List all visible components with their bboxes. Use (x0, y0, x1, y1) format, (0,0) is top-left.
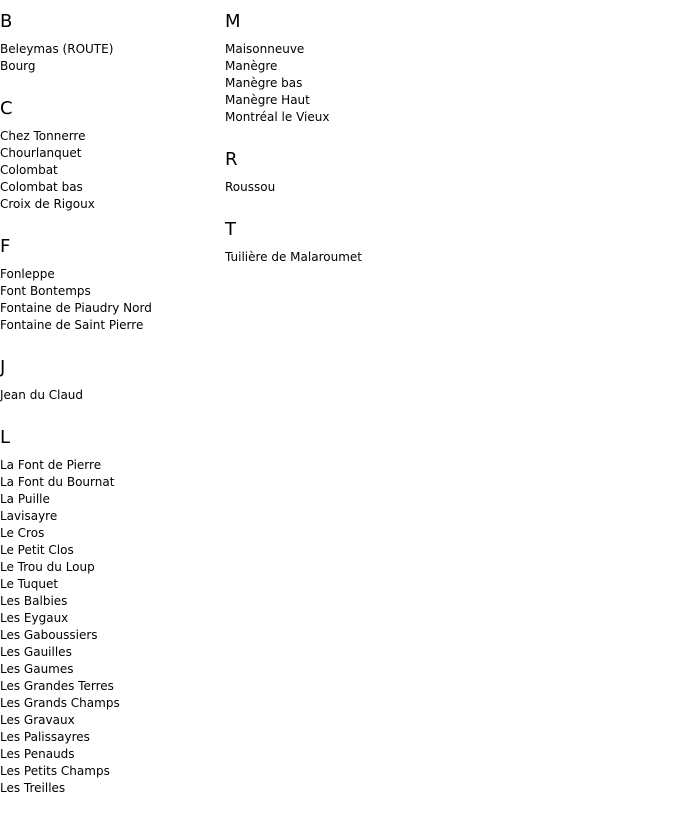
section-letter-heading: J (0, 357, 6, 378)
place-link[interactable]: Les Gaboussiers (0, 628, 98, 642)
place-link[interactable]: Les Gaumes (0, 662, 74, 676)
letter-section (0, 98, 225, 213)
section-letter-heading: B (0, 11, 13, 32)
place-link[interactable]: Les Treilles (0, 781, 66, 795)
place-link[interactable]: Fontaine de Piaudry Nord (0, 301, 152, 315)
section-letter-heading: M (225, 11, 241, 32)
place-link[interactable]: Les Gauilles (0, 645, 72, 659)
place-list (0, 266, 225, 334)
place-link[interactable]: Colombat bas (0, 180, 83, 194)
place-link[interactable]: La Font de Pierre (0, 458, 102, 472)
place-list (225, 249, 655, 266)
section-letter-heading: T (225, 219, 236, 240)
place-list (0, 387, 225, 404)
place-link[interactable]: Beleymas (ROUTE) (0, 42, 114, 56)
place-list (225, 179, 655, 196)
section-letter-heading: F (0, 236, 11, 257)
place-link[interactable]: Les Balbies (0, 594, 68, 608)
place-link[interactable]: Fontaine de Saint Pierre (0, 318, 144, 332)
letter-section (225, 219, 655, 266)
section-letter-heading: L (0, 427, 11, 448)
place-link[interactable]: Bourg (0, 59, 36, 73)
place-link[interactable]: Lavisayre (0, 509, 58, 523)
place-link[interactable]: Font Bontemps (0, 284, 91, 298)
place-link[interactable]: Croix de Rigoux (0, 197, 95, 211)
place-link[interactable]: Les Palissayres (0, 730, 90, 744)
place-link[interactable]: Les Eygaux (0, 611, 69, 625)
place-list (0, 128, 225, 213)
place-link[interactable]: Le Cros (0, 526, 45, 540)
place-list (225, 41, 655, 126)
place-link[interactable]: Les Gravaux (0, 713, 75, 727)
place-link[interactable]: Les Grands Champs (0, 696, 120, 710)
place-link[interactable]: Chourlanquet (0, 146, 82, 160)
section-letter-heading: R (225, 149, 238, 170)
place-link[interactable]: Manègre Haut (225, 93, 310, 107)
place-link[interactable]: Roussou (225, 180, 276, 194)
place-link[interactable]: Jean du Claud (0, 388, 84, 402)
place-link[interactable]: Le Tuquet (0, 577, 59, 591)
place-link[interactable]: Manègre (225, 59, 278, 73)
place-link[interactable]: Montréal le Vieux (225, 110, 330, 124)
place-link[interactable]: Les Penauds (0, 747, 75, 761)
place-link[interactable]: Tuilière de Malaroumet (225, 250, 362, 264)
letter-section (0, 427, 225, 797)
place-link[interactable]: Les Petits Champs (0, 764, 110, 778)
place-link[interactable]: Maisonneuve (225, 42, 305, 56)
place-link[interactable]: Le Trou du Loup (0, 560, 95, 574)
place-list (0, 41, 225, 75)
letter-section (0, 357, 225, 404)
letter-section (0, 11, 225, 75)
letter-section (225, 11, 655, 126)
place-link[interactable]: Fonleppe (0, 267, 55, 281)
place-link[interactable]: Les Grandes Terres (0, 679, 114, 693)
place-list (0, 457, 225, 797)
right-column (225, 0, 655, 266)
section-letter-heading: C (0, 98, 13, 119)
place-link[interactable]: Chez Tonnerre (0, 129, 86, 143)
left-column (0, 0, 225, 797)
place-link[interactable]: Manègre bas (225, 76, 303, 90)
place-link[interactable]: Colombat (0, 163, 58, 177)
place-link[interactable]: La Puille (0, 492, 50, 506)
letter-section (225, 149, 655, 196)
letter-section (0, 236, 225, 334)
place-link[interactable]: Le Petit Clos (0, 543, 74, 557)
place-link[interactable]: La Font du Bournat (0, 475, 115, 489)
